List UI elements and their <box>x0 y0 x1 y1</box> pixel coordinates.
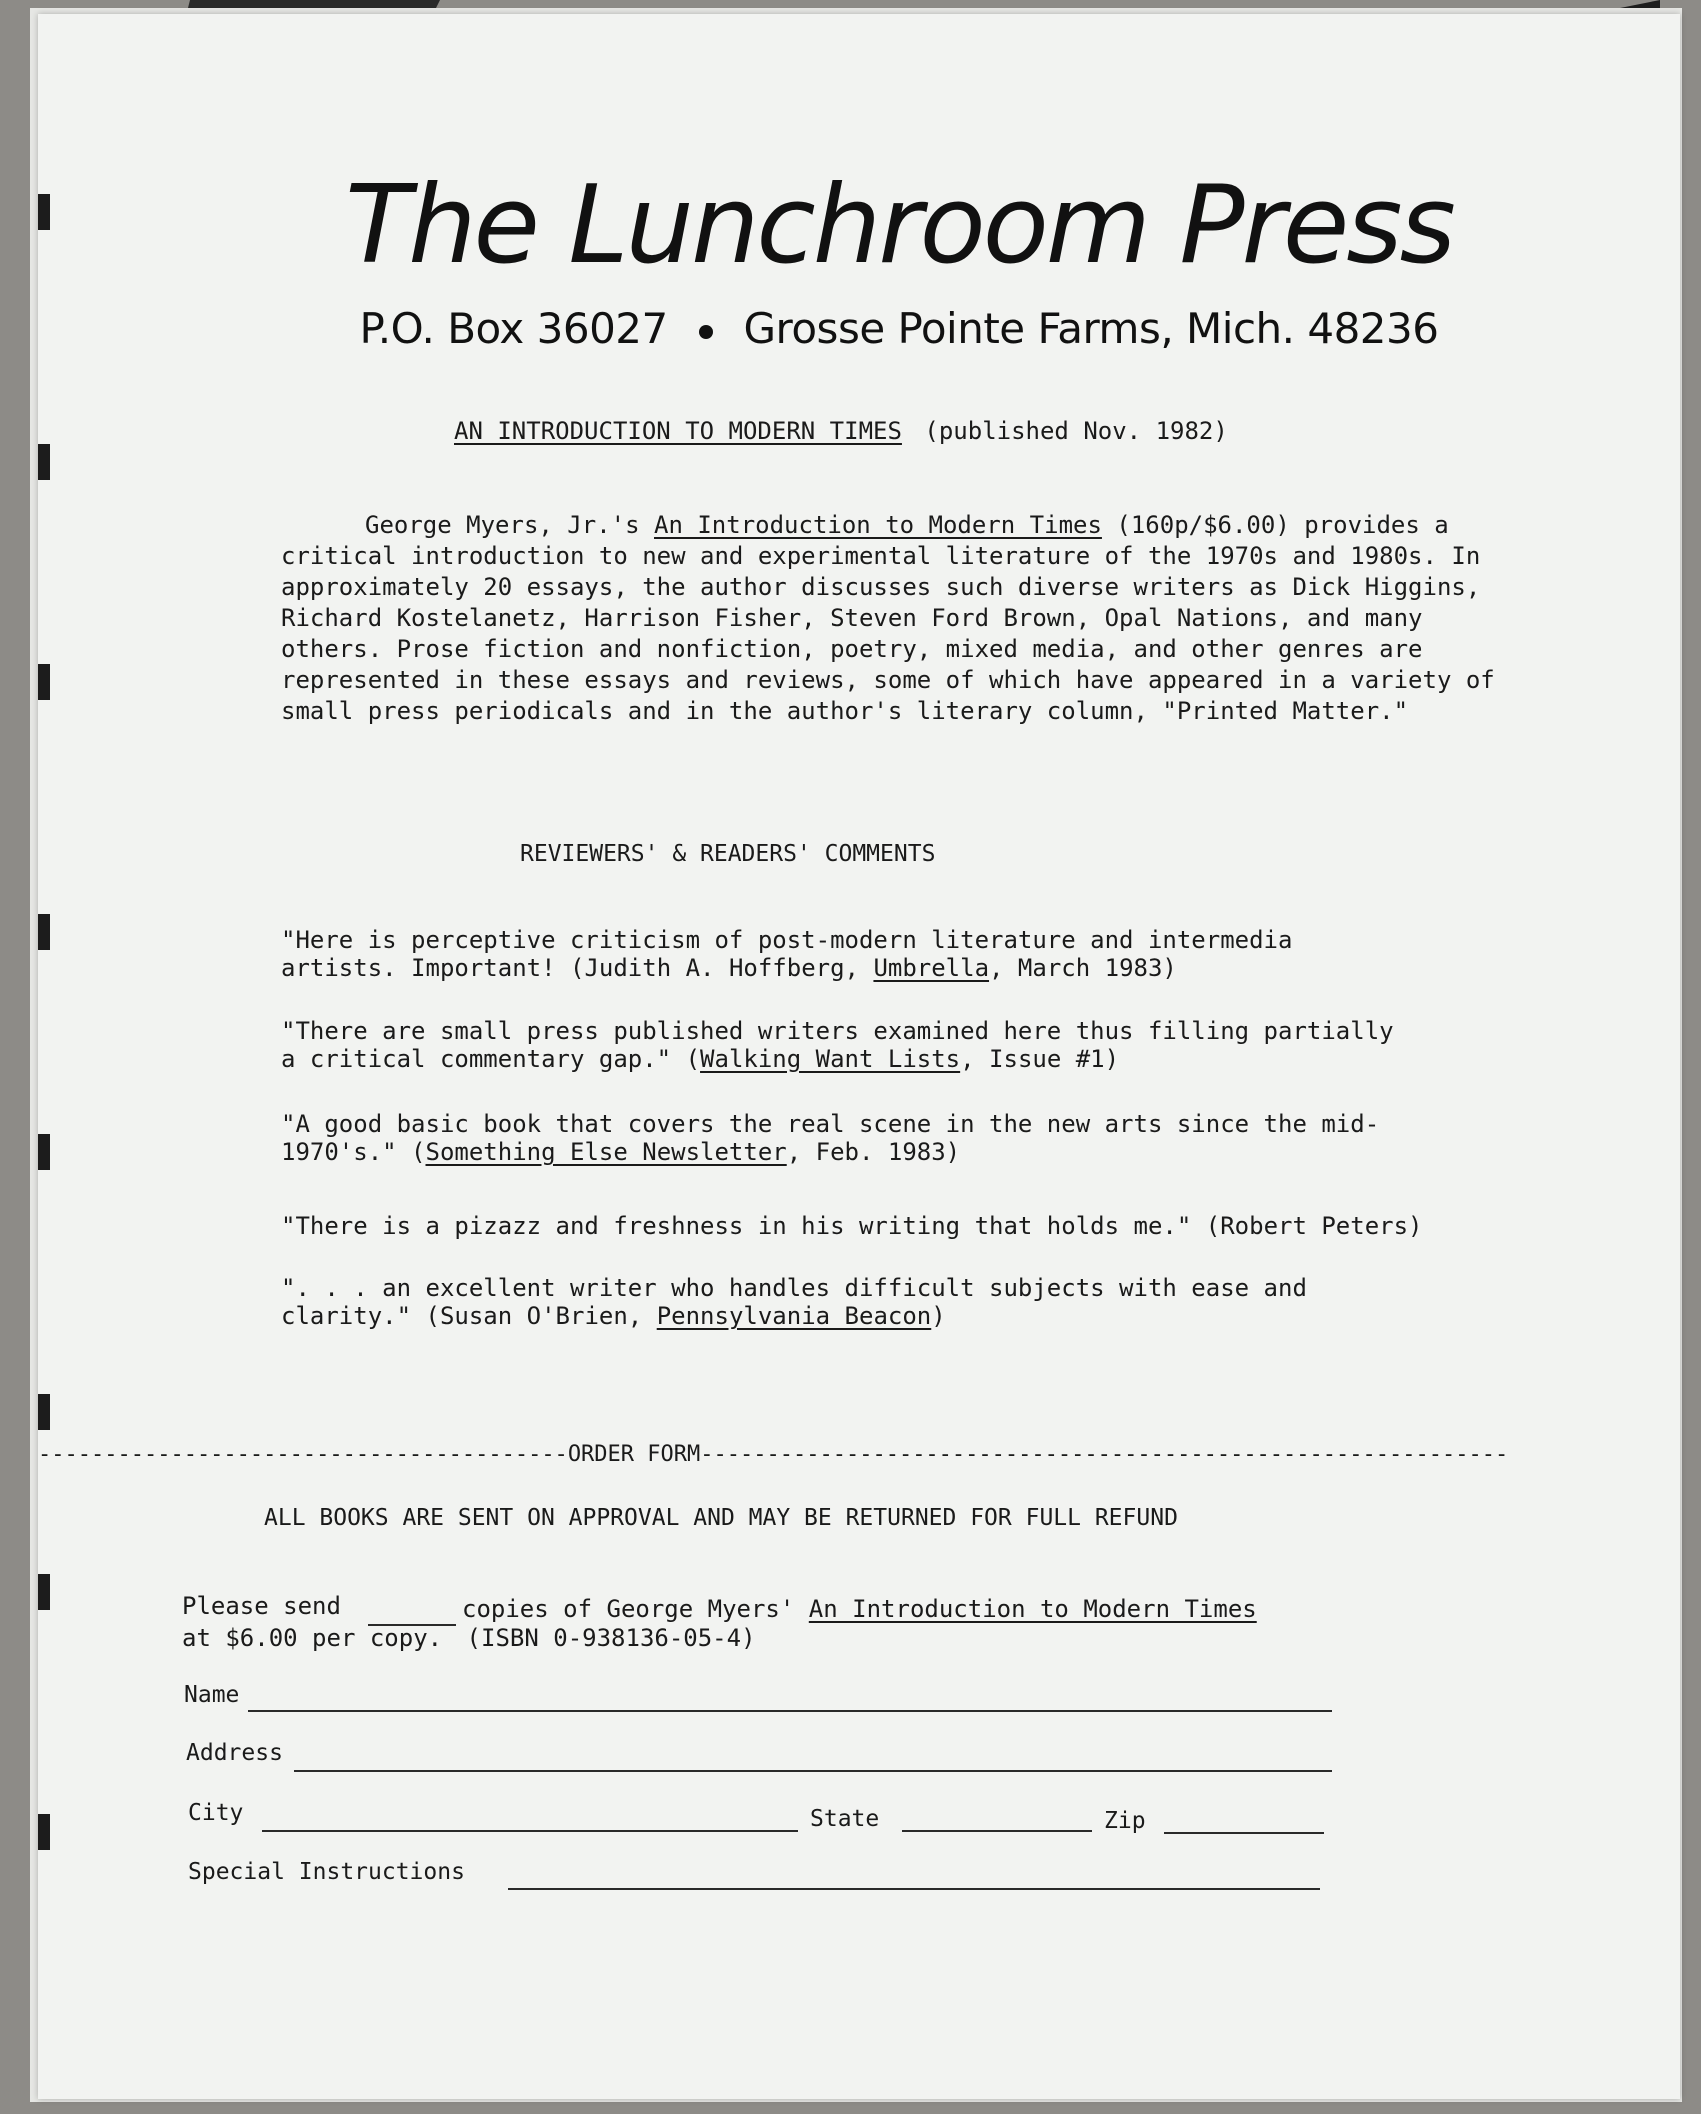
quote-source: Walking Want Lists <box>700 1045 961 1073</box>
quote-attribution: (Robert Peters) <box>1205 1212 1423 1240</box>
isbn-label: (ISBN 0-938136-05-4) <box>466 1624 756 1652</box>
address-label: Address <box>186 1740 283 1766</box>
copies-of-line <box>462 1595 1257 1623</box>
quote-text: "There is a pizazz and freshness in his writing that holds me." <box>281 1212 1192 1240</box>
bullet-icon <box>699 325 713 339</box>
intro-paragraph <box>281 510 1511 727</box>
name-label: Name <box>184 1682 240 1708</box>
special-instructions-label: Special Instructions <box>188 1859 465 1885</box>
edge-mark <box>38 1134 50 1170</box>
flyer-page <box>38 14 1680 2099</box>
po-box: P.O. Box 36027 <box>359 304 668 353</box>
price-line <box>182 1624 756 1652</box>
copies-of-label: copies of George Myers' <box>462 1595 795 1623</box>
address-field[interactable] <box>294 1738 1332 1772</box>
special-instructions-field[interactable] <box>508 1856 1320 1890</box>
quote-attribution-end: , Issue #1) <box>960 1045 1120 1073</box>
zip-label: Zip <box>1104 1808 1146 1834</box>
state-field[interactable] <box>902 1798 1092 1832</box>
edge-mark <box>38 1814 50 1850</box>
quote-attribution: ( <box>411 1138 426 1166</box>
quote-source: Umbrella <box>873 954 990 982</box>
intro-body: provides a critical introduction to new and experimental literature of the 1970s and 1980s. In approximately 20 essays, the author discusses such diverse writers as Dick Higgins, Richard Kostelanetz, Harrison Fisher, Steven Ford Brown, Opal Nations, and many others. Prose fiction and nonfiction, poetry, mixed media, and other genres are represented in these essays and reviews, some of which have appeared in a variety of small press periodicals and in the author's literary column, "Printed Matter." <box>281 511 1495 725</box>
quote-text: "There are small press published writers examined here thus filling partially a critical commentary gap." <box>281 1017 1394 1073</box>
edge-mark <box>38 1574 50 1610</box>
name-field[interactable] <box>248 1678 1332 1712</box>
divider-dashes: ---------------------------------------- <box>38 1442 568 1467</box>
comment-quote <box>281 926 1421 982</box>
edge-mark <box>38 1394 50 1430</box>
order-form-label: ORDER FORM <box>567 1442 701 1467</box>
press-address <box>78 304 1680 353</box>
city-label: City <box>188 1800 244 1826</box>
edge-mark <box>38 664 50 700</box>
state-label: State <box>810 1806 880 1832</box>
quote-attribution-end: ) <box>931 1302 946 1330</box>
comments-heading: REVIEWERS' & READERS' COMMENTS <box>520 841 936 867</box>
quote-source: Something Else Newsletter <box>425 1138 787 1166</box>
comment-quote <box>281 1274 1421 1330</box>
intro-author: George Myers, Jr.'s <box>365 511 640 539</box>
city-field[interactable] <box>262 1798 798 1832</box>
book-heading: AN INTRODUCTION TO MODERN TIMES <box>454 417 902 445</box>
price-label: at $6.00 per copy. <box>182 1624 443 1652</box>
quote-attribution: ( <box>685 1045 701 1073</box>
quote-attribution: (Susan O'Brien, <box>425 1302 643 1330</box>
approval-notice: ALL BOOKS ARE SENT ON APPROVAL AND MAY BE RETURNED FOR FULL REFUND <box>264 1505 1178 1531</box>
city-line: Grosse Pointe Farms, Mich. 48236 <box>743 304 1439 353</box>
quote-attribution: (Judith A. Hoffberg, <box>570 954 859 982</box>
quote-text: "Here is perceptive criticism of post-modern literature and intermedia artists. Important! <box>281 926 1293 982</box>
edge-mark <box>38 444 50 480</box>
comment-quote <box>281 1110 1421 1166</box>
quote-text: "A good basic book that covers the real scene in the new arts since the mid-1970's." <box>281 1110 1380 1166</box>
copies-input[interactable] <box>368 1594 456 1626</box>
quote-text: ". . . an excellent writer who handles difficult subjects with ease and clarity." <box>281 1274 1307 1330</box>
edge-mark <box>38 914 50 950</box>
intro-book-title: An Introduction to Modern Times <box>654 511 1102 539</box>
publication-note: (published Nov. 1982) <box>924 417 1228 445</box>
order-book-title: An Introduction to Modern Times <box>808 1595 1257 1623</box>
zip-field[interactable] <box>1164 1800 1324 1834</box>
please-send-label: Please send <box>182 1592 341 1620</box>
comment-quote <box>281 1212 1581 1240</box>
quote-attribution-end: , March 1983) <box>989 954 1177 982</box>
press-logo: The Lunchroom Press <box>345 163 1453 288</box>
order-form-divider <box>38 1442 1658 1467</box>
comment-quote <box>281 1017 1421 1073</box>
quote-attribution-end: , Feb. 1983) <box>786 1138 961 1166</box>
quote-source: Pennsylvania Beacon <box>656 1302 932 1330</box>
divider-dashes: ------------------------------------------------------------- <box>700 1442 1509 1467</box>
intro-price: (160p/$6.00) <box>1116 511 1290 539</box>
title-line <box>454 417 1228 445</box>
edge-mark <box>38 194 50 230</box>
